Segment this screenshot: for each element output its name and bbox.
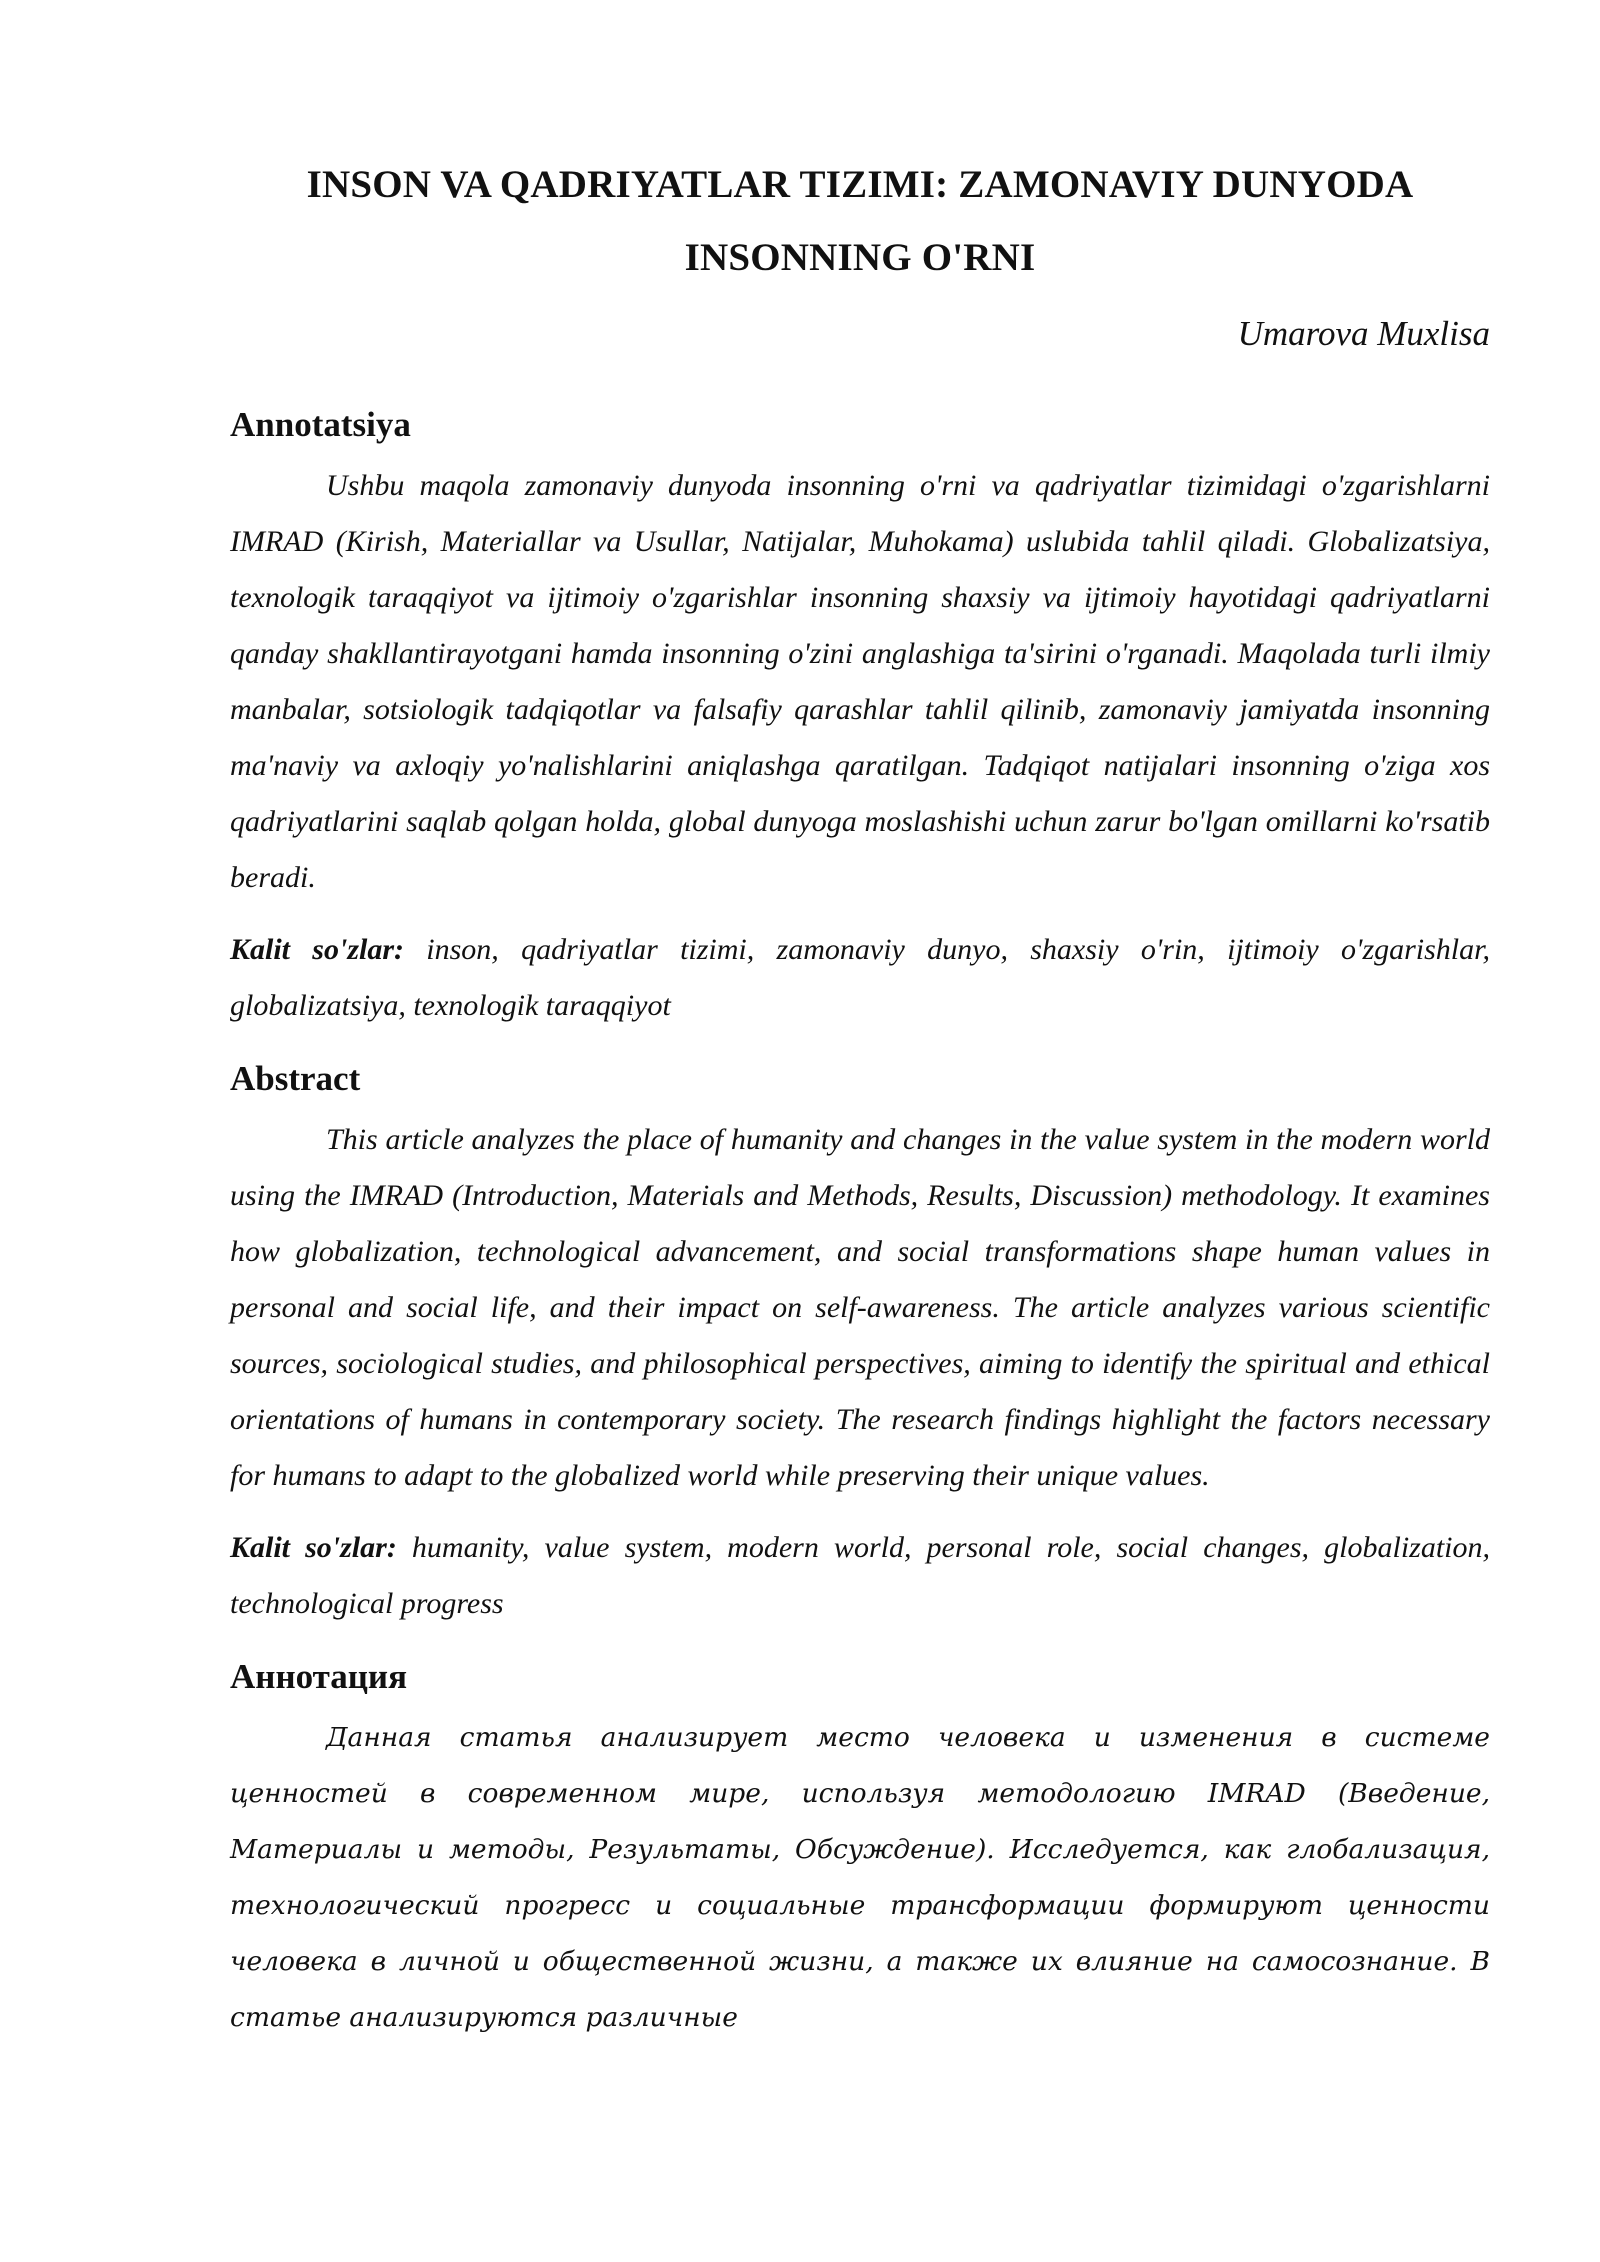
annotatsiya-keywords [230,922,1490,1034]
paper-page [230,0,1490,2046]
abstract-keywords-text: humanity, value system, modern world, personal role, social changes, globalization, technological progress [230,1531,1490,1620]
annotatsiya-keywords-text: inson, qadriyatlar tizimi, zamonaviy dunyo, shaxsiy o'rin, ijtimoiy o'zgarishlar, globalizatsiya, texnologik taraqqiyot [230,933,1490,1022]
annotatsiya-heading: Annotatsiya [230,405,411,444]
abstract-heading: Abstract [230,1059,361,1098]
paper-title-line-1: INSON VA QADRIYATLAR TIZIMI: ZAMONAVIY DUNYODA [306,163,1414,206]
annotatsiya-ru-heading: Аннотация [230,1657,408,1696]
annotatsiya-ru-paragraph: Данная статья анализирует место человека и изменения в системе ценностей в современном мире, используя методологию IMRAD (Введение, Материалы и методы, Результаты, Обсуждение). Исследуется, как глобализация, технологический прогресс и социальные трансформации формируют ценности человека в личной и общественной жизни, а также их влияние на самосознание. В статье анализируются различные [230,1722,1490,2033]
abstract-keywords-label: Kalit so'zlar: [230,1531,397,1564]
annotatsiya-keywords-label: Kalit so'zlar: [230,933,404,966]
annotatsiya-paragraph: Ushbu maqola zamonaviy dunyoda insonning o'rni va qadriyatlar tizimidagi o'zgarishlarni IMRAD (Kirish, Materiallar va Usullar, Natijalar, Muhokama) uslubida tahlil qiladi. Globalizatsiya, texnologik taraqqiyot va ijtimoiy o'zgarishlar insonning shaxsiy va ijtimoiy hayotidagi qadriyatlarni qanday shakllantirayotgani hamda insonning o'zini anglashiga ta'sirini o'rganadi. Maqolada turli ilmiy manbalar, sotsiologik tadqiqotlar va falsafiy qarashlar tahlil qilinib, zamonaviy jamiyatda insonning ma'naviy va axloqiy yo'nalishlarini aniqlashga qaratilgan. Tadqiqot natijalari insonning o'ziga xos qadriyatlarini saqlab qolgan holda, global dunyoga moslashishi uchun zarur bo'lgan omillarni ko'rsatib beradi. [230,469,1490,894]
abstract-paragraph: This article analyzes the place of humanity and changes in the value system in the modern world using the IMRAD (Introduction, Materials and Methods, Results, Discussion) methodology. It examines how globalization, technological advancement, and social transformations shape human values in personal and social life, and their impact on self-awareness. The article analyzes various scientific sources, sociological studies, and philosophical perspectives, aiming to identify the spiritual and ethical orientations of humans in contemporary society. The research findings highlight the factors necessary for humans to adapt to the globalized world while preserving their unique values. [230,1123,1490,1492]
abstract-keywords [230,1520,1490,1632]
author-name: Umarova Muxlisa [1237,314,1490,353]
paper-title [230,148,1490,294]
paper-title-line-2: INSONNING O'RNI [684,236,1036,279]
